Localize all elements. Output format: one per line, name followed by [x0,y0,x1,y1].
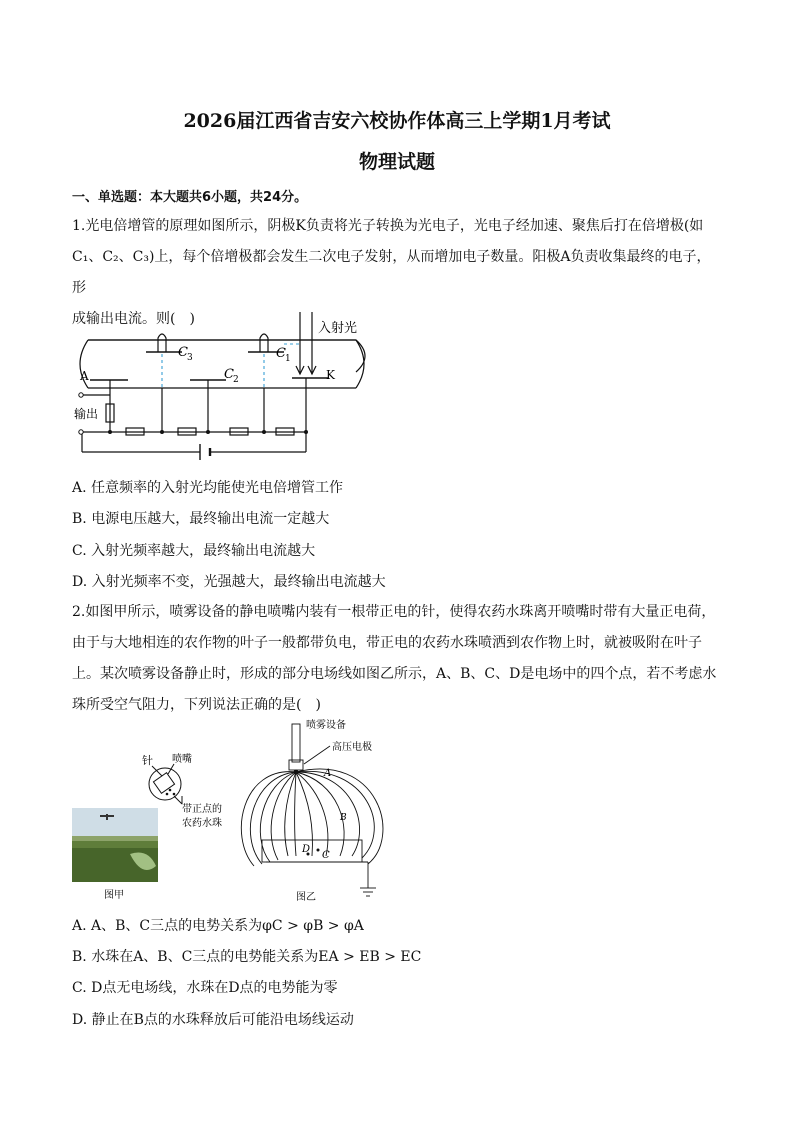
point-b-label: B [340,813,347,823]
droplet-label-2: 农药水珠 [182,818,222,829]
photomultiplier-diagram [70,308,380,466]
point-a-label: A [324,768,332,779]
dynode-c2-sub: 2 [233,375,239,385]
device-label: 喷雾设备 [306,720,346,731]
dynode-c2-label: C [224,367,234,382]
output-label: 输出 [74,407,99,421]
question-2-line: 珠所受空气阻力，下列说法正确的是( ) [72,697,321,713]
q1-option-a[interactable]: A. 任意频率的入射光均能使光电倍增管工作 [72,480,344,496]
dynode-c3-sub: 3 [187,353,193,363]
figure-jia-caption: 图甲 [104,890,124,901]
anode-label: A [80,369,89,383]
q2-option-a[interactable]: A. A、B、C三点的电势关系为φC > φB > φA [72,918,364,934]
question-2-text [72,597,722,721]
q2-option-c[interactable]: C. D点无电场线，水珠在D点的电势能为零 [72,980,338,996]
exam-subtitle: 物理试题 [358,151,435,173]
figure-jia [70,748,230,908]
incident-light-label: 入射光 [318,321,358,336]
cathode-label: K [326,368,335,382]
q1-option-b[interactable]: B. 电源电压越大，最终输出电流一定越大 [72,511,330,527]
point-d-label: D [302,844,311,855]
dynode-c1-sub: 1 [285,354,291,364]
electrode-label: 高压电极 [332,742,372,753]
section-heading: 一、单选题：本大题共6小题，共24分。 [72,190,308,205]
question-2-line: 由于与大地相连的农作物的叶子一般都带负电，带正电的农药水珠喷洒到农作物上时，就被吸附在叶子 [72,635,702,651]
question-1-line: C₁、C₂、C₃)上，每个倍增极都会发生二次电子发射，从而增加电子数量。阳极A负责收集最终的电子，形 [72,249,711,296]
dynode-c3-label: C [178,345,188,360]
question-1-line: 成输出电流。则( ) [72,311,195,327]
droplet-label-1: 带正点的 [182,804,222,815]
q1-option-c[interactable]: C. 入射光频率越大，最终输出电流越大 [72,543,316,559]
exam-title: 2026届江西省吉安六校协作体高三上学期1月考试 [183,110,611,132]
question-2-line: 2.如图甲所示，喷雾设备的静电喷嘴内装有一根带正电的针，使得农药水珠离开喷嘴时带有大量正电荷， [72,604,716,620]
nozzle-label: 喷嘴 [172,754,192,765]
q2-option-d[interactable]: D. 静止在B点的水珠释放后可能沿电场线运动 [72,1012,354,1028]
question-1-line: 1.光电倍增管的原理如图所示，阴极K负责将光子转换为光电子，光电子经加速、聚焦后打在倍增极(如 [72,218,704,234]
dynode-c1-label: C [276,346,286,361]
needle-label: 针 [142,754,153,767]
q1-option-d[interactable]: D. 入射光频率不变，光强越大，最终输出电流越大 [72,574,386,590]
question-2-line: 上。某次喷雾设备静止时，形成的部分电场线如图乙所示，A、B、C、D是电场中的四个点，若不考虑水 [72,666,717,682]
q2-option-b[interactable]: B. 水珠在A、B、C三点的电势能关系为EA > EB > EC [72,949,422,965]
figure-yi [232,716,402,908]
figure-yi-caption: 图乙 [296,892,316,903]
point-c-label: C [322,850,330,861]
